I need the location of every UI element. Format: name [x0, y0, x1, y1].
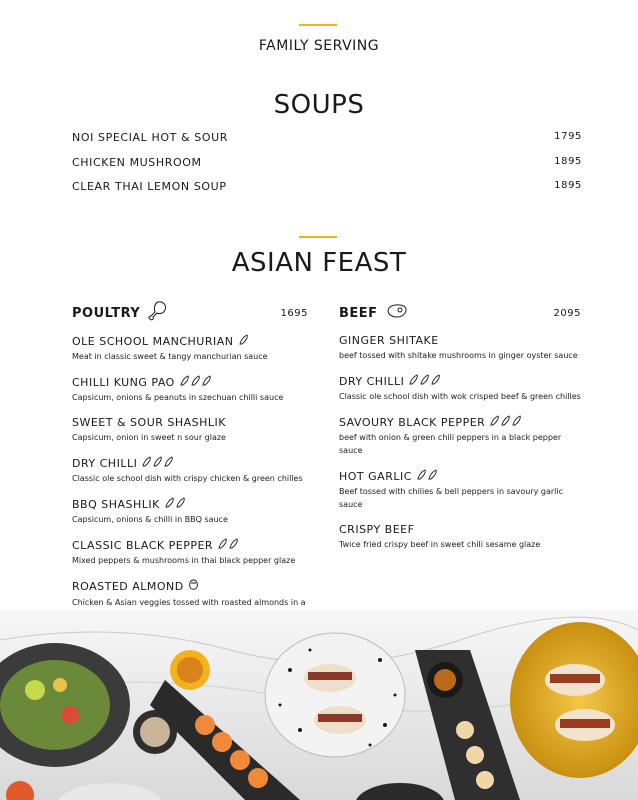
soup-price: 1895: [554, 156, 582, 167]
soup-item: [72, 180, 582, 193]
family-serving-subtitle: FAMILY SERVING: [258, 38, 380, 54]
menu-item: [339, 469, 581, 511]
chili-pepper-icon: [217, 538, 239, 552]
menu-item: [339, 415, 581, 457]
menu-item: [72, 497, 308, 526]
menu-item-description: Mixed peppers & mushrooms in thai black pepper glaze: [72, 556, 296, 565]
food-photo: [0, 610, 638, 800]
menu-item-title: [339, 374, 581, 388]
chili-pepper-icon: [141, 456, 174, 470]
menu-item-description: Beef tossed with chilies & bell peppers in savoury garlic sauce: [339, 487, 564, 509]
steak-icon: [386, 303, 408, 323]
menu-item-name: CHILLI KUNG PAO: [72, 375, 175, 389]
menu-item-description: Meat in classic sweet & tangy manchurian sauce: [72, 352, 268, 361]
soup-item: [72, 156, 582, 169]
menu-item-description: Capsicum, onions & chilli in BBQ sauce: [72, 515, 228, 524]
menu-item-description: Chicken & Asian veggies tossed with roasted almonds in a: [72, 598, 306, 607]
menu-item-description: Classic ole school dish with wok crisped beef & green chilles: [339, 392, 581, 401]
menu-item-title: [339, 334, 581, 347]
menu-item-title: [339, 523, 581, 536]
menu-item-name: SWEET & SOUR SHASHLIK: [72, 416, 226, 429]
chili-pepper-icon: [179, 375, 212, 389]
menu-item: [72, 416, 308, 444]
menu-item-description: Twice fried crispy beef in sweet chili sesame glaze: [339, 540, 541, 549]
poultry-header: [72, 300, 308, 326]
menu-item-description: beef tossed with shitake mushrooms in ginger oyster sauce: [339, 351, 578, 360]
section-accent-rule: [299, 236, 337, 238]
chicken-leg-icon: [148, 300, 168, 326]
menu-item: [72, 538, 308, 567]
poultry-label: POULTRY: [72, 305, 141, 321]
soup-item: [72, 131, 582, 144]
nut-icon: [188, 579, 199, 594]
soups-title: SOUPS: [273, 90, 365, 120]
chili-pepper-icon: [164, 497, 186, 511]
menu-item-title: [72, 579, 308, 594]
menu-item: [339, 523, 581, 551]
soup-price: 1795: [554, 131, 582, 142]
menu-item-description: beef with onion & green chili peppers in a black pepper sauce: [339, 433, 562, 455]
menu-item-title: [72, 456, 308, 470]
menu-item-title: [339, 415, 581, 429]
menu-item-name: DRY CHILLI: [339, 374, 405, 388]
soup-name: CLEAR THAI LEMON SOUP: [72, 180, 227, 193]
beef-price: 2095: [553, 307, 581, 319]
menu-item-name: CLASSIC BLACK PEPPER: [72, 538, 214, 552]
menu-item-title: [72, 375, 308, 389]
soup-name: CHICKEN MUSHROOM: [72, 156, 202, 169]
asian-feast-title: ASIAN FEAST: [231, 248, 407, 278]
menu-item-title: [72, 497, 308, 511]
poultry-column: [72, 300, 308, 634]
menu-item-description: Capsicum, onion in sweet n sour glaze: [72, 433, 226, 442]
menu-item-name: CRISPY BEEF: [339, 523, 415, 536]
beef-column: [339, 300, 581, 563]
menu-item-name: HOT GARLIC: [339, 469, 412, 483]
menu-item: [339, 334, 581, 362]
menu-item-title: [72, 334, 308, 348]
menu-item-description: Classic ole school dish with crispy chicken & green chilles: [72, 474, 303, 483]
menu-item-title: [72, 416, 308, 429]
poultry-price: 1695: [280, 307, 308, 319]
beef-header: [339, 300, 581, 326]
soup-name: NOI SPECIAL HOT & SOUR: [72, 131, 229, 144]
poultry-items: [72, 334, 308, 622]
beef-label: BEEF: [339, 305, 378, 321]
chili-pepper-icon: [416, 469, 438, 483]
menu-item: [72, 456, 308, 485]
menu-item-name: OLE SCHOOL MANCHURIAN: [72, 334, 234, 348]
menu-item-name: BBQ SHASHLIK: [72, 497, 160, 511]
chili-pepper-icon: [238, 334, 249, 348]
menu-item-name: SAVOURY BLACK PEPPER: [339, 415, 486, 429]
soup-price: 1895: [554, 180, 582, 191]
menu-item-name: ROASTED ALMOND: [72, 580, 184, 593]
menu-item-description: Capsicum, onions & peanuts in szechuan chilli sauce: [72, 393, 284, 402]
chili-pepper-icon: [408, 374, 441, 388]
menu-item-name: DRY CHILLI: [72, 456, 138, 470]
menu-item-name: GINGER SHITAKE: [339, 334, 439, 347]
chili-pepper-icon: [489, 415, 522, 429]
menu-item: [72, 334, 308, 363]
menu-item: [72, 375, 308, 404]
menu-item-title: [339, 469, 581, 483]
menu-item-title: [72, 538, 308, 552]
menu-item: [339, 374, 581, 403]
top-accent-rule: [299, 24, 337, 26]
beef-items: [339, 334, 581, 551]
